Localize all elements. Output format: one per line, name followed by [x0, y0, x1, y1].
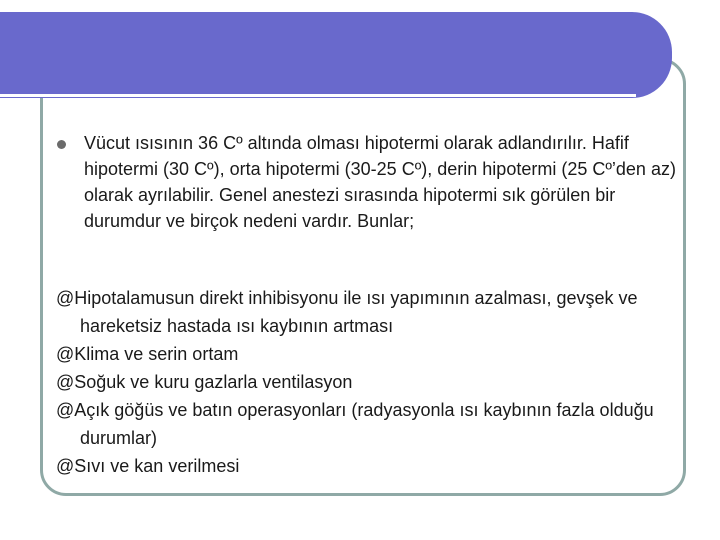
list-item: @Klima ve serin ortam	[56, 344, 239, 364]
list-item: @Sıvı ve kan verilmesi	[56, 456, 240, 476]
list-item: @Hipotalamusun direkt inhibisyonu ile ısı yapımının azalması, gevşek ve hareketsiz hastada ısı kaybının artması	[56, 288, 638, 336]
header-band	[0, 12, 672, 98]
list-item: @Açık göğüs ve batın operasyonları (radyasyonla ısı kaybının fazla olduğu durumlar)	[56, 400, 654, 448]
header-divider	[0, 94, 636, 97]
list-item: @Soğuk ve kuru gazlarla ventilasyon	[56, 372, 353, 392]
bullet-icon	[57, 140, 66, 149]
causes-list	[56, 284, 676, 480]
intro-paragraph: Vücut ısısının 36 Cº altında olması hipotermi olarak adlandırılır. Hafif hipotermi (30 Cº), orta hipotermi (30-25 Cº), derin hipotermi (25 Cº’den az) olarak ayrılabilir. Genel anestezi sırasında hipotermi sık görülen bir durumdur ve birçok nedeni vardır. Bunlar;	[84, 133, 676, 231]
